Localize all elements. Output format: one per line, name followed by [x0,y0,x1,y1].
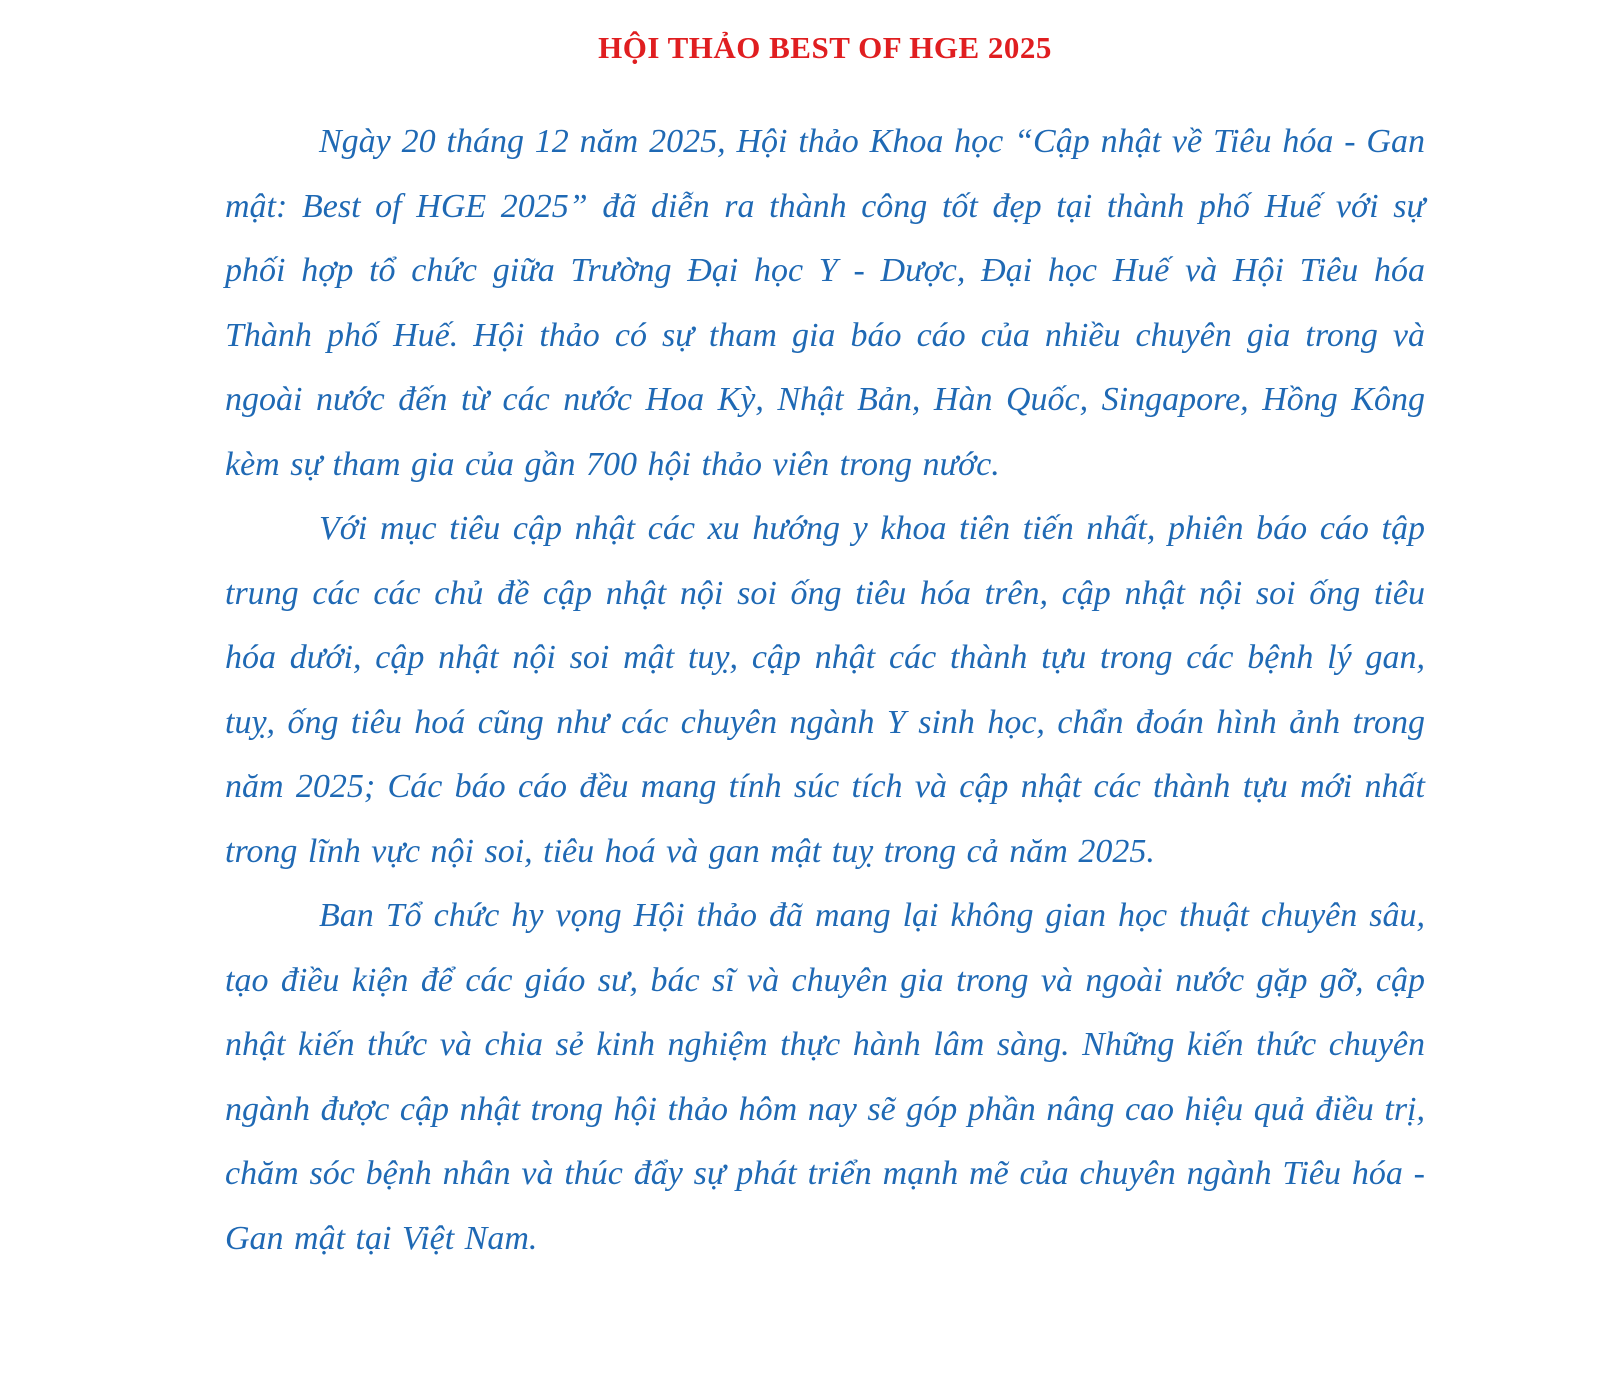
document-body [225,110,1425,1271]
paragraph-1: Ngày 20 tháng 12 năm 2025, Hội thảo Khoa học “Cập nhật về Tiêu hóa - Gan mật: Best of HGE 2025” đã diễn ra thành công tốt đẹp tại thành phố Huế với sự phối hợp tổ chức giữa Trường Đại học Y - Dược, Đại học Huế và Hội Tiêu hóa Thành phố Huế. Hội thảo có sự tham gia báo cáo của nhiều chuyên gia trong và ngoài nước đến từ các nước Hoa Kỳ, Nhật Bản, Hàn Quốc, Singapore, Hồng Kông kèm sự tham gia của gần 700 hội thảo viên trong nước. [225,123,1425,483]
paragraph-2: Với mục tiêu cập nhật các xu hướng y khoa tiên tiến nhất, phiên báo cáo tập trung các các chủ đề cập nhật nội soi ống tiêu hóa trên, cập nhật nội soi ống tiêu hóa dưới, cập nhật nội soi mật tuỵ, cập nhật các thành tựu trong các bệnh lý gan, tuỵ, ống tiêu hoá cũng như các chuyên ngành Y sinh học, chẩn đoán hình ảnh trong năm 2025; Các báo cáo đều mang tính súc tích và cập nhật các thành tựu mới nhất trong lĩnh vực nội soi, tiêu hoá và gan mật tuỵ trong cả năm 2025. [225,510,1425,870]
page-title: HỘI THẢO BEST OF HGE 2025 [598,30,1052,65]
paragraph-3: Ban Tổ chức hy vọng Hội thảo đã mang lại không gian học thuật chuyên sâu, tạo điều kiện để các giáo sư, bác sĩ và chuyên gia trong và ngoài nước gặp gỡ, cập nhật kiến thức và chia sẻ kinh nghiệm thực hành lâm sàng. Những kiến thức chuyên ngành được cập nhật trong hội thảo hôm nay sẽ góp phần nâng cao hiệu quả điều trị, chăm sóc bệnh nhân và thúc đẩy sự phát triển mạnh mẽ của chuyên ngành Tiêu hóa - Gan mật tại Việt Nam. [225,897,1425,1257]
